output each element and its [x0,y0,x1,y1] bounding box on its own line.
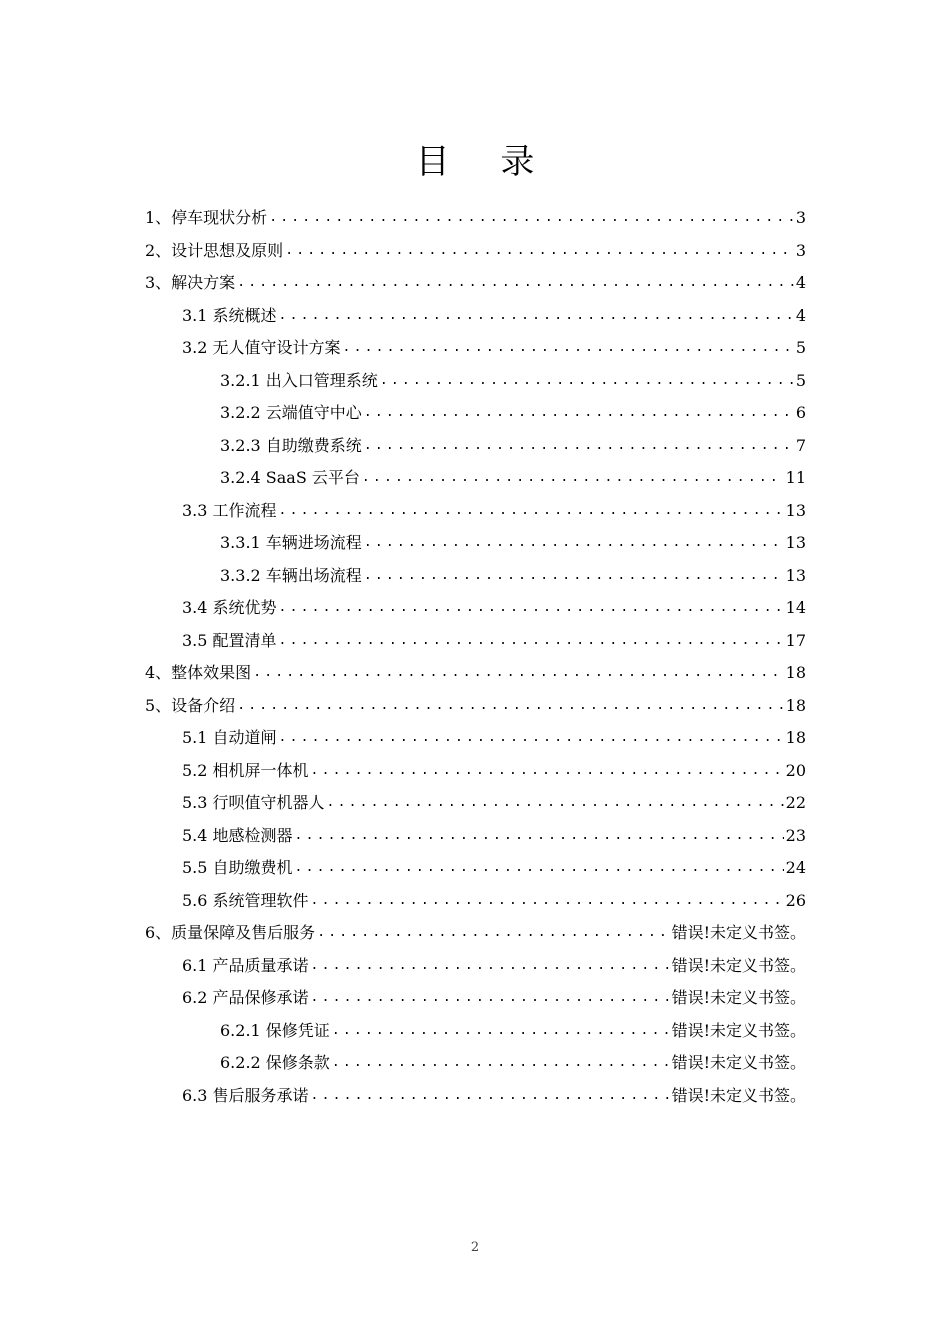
toc-entry[interactable] [0,1015,950,1048]
toc-entry[interactable] [0,885,950,918]
toc-entry-page: 错误!未定义书签。 [671,955,806,975]
toc-dot-leader [364,430,794,463]
toc-entry-label: 3.3 工作流程 [182,500,277,520]
toc-dot-leader [311,950,670,983]
toc-dot-leader [364,527,784,560]
toc-dot-leader [311,1080,670,1113]
toc-dot-leader [253,657,783,690]
toc-entry[interactable] [0,267,950,300]
toc-entry-label: 3.2.2 云端值守中心 [220,403,362,422]
toc-entry-page: 6 [795,403,806,422]
toc-entry[interactable] [0,950,950,983]
toc-entry-page: 错误!未定义书签。 [671,988,806,1007]
toc-entry-label: 2、设计思想及原则 [145,240,284,260]
toc-dot-leader [237,690,783,723]
toc-entry-label: 5、设备介绍 [145,695,236,715]
toc-entry-page: 24 [785,858,806,877]
toc-dot-leader [364,397,794,430]
toc-entry-page: 23 [785,825,806,845]
toc-dot-leader [279,722,784,755]
toc-dot-leader [237,267,794,300]
toc-entry[interactable] [0,365,950,398]
toc-dot-leader [332,1015,670,1048]
toc-dot-leader [380,365,794,398]
toc-entry-label: 3.2 无人值守设计方案 [182,338,341,357]
toc-entry[interactable] [0,1080,950,1113]
toc-entry[interactable] [0,625,950,658]
toc-entry[interactable] [0,690,950,723]
toc-entry[interactable] [0,332,950,365]
toc-dot-leader [285,235,794,268]
page-title: 目 录 [415,142,555,182]
toc-entry-page: 5 [795,338,806,357]
toc-entry-page: 18 [785,663,806,682]
toc-entry-page: 13 [785,500,806,520]
toc-entry-page: 14 [785,598,806,617]
toc-entry[interactable] [0,397,950,430]
toc-entry-page: 4 [795,273,806,292]
toc-entry-label: 6.2.1 保修凭证 [220,1020,330,1040]
toc-dot-leader [362,462,784,495]
toc-dot-leader [343,332,794,365]
toc-entry-page: 13 [785,565,806,585]
toc-entry-label: 3.3.1 车辆进场流程 [220,533,362,552]
toc-entry-label: 5.1 自动道闸 [182,728,277,747]
toc-entry-label: 5.5 自助缴费机 [182,858,293,877]
toc-entry[interactable] [0,560,950,593]
toc-entry[interactable] [0,462,950,495]
toc-dot-leader [327,787,784,820]
toc-entry[interactable] [0,982,950,1015]
toc-entry[interactable] [0,820,950,853]
toc-entry-label: 6.1 产品质量承诺 [182,955,309,975]
toc-entry[interactable] [0,917,950,950]
toc-dot-leader [311,885,784,918]
toc-entry-label: 6.2.2 保修条款 [220,1053,330,1072]
toc-entry-page: 3 [795,208,806,227]
toc-dot-leader [311,755,784,788]
toc-dot-leader [279,625,784,658]
toc-entry[interactable] [0,527,950,560]
page-number: 2 [470,1240,480,1255]
toc-entry-label: 5.2 相机屏一体机 [182,760,309,780]
toc-entry-page: 26 [785,890,806,910]
toc-entry-label: 3.2.4 SaaS 云平台 [220,468,360,487]
toc-dot-leader [279,592,784,625]
toc-entry-label: 3.1 系统概述 [182,305,277,325]
toc-entry-page: 错误!未定义书签。 [671,923,806,942]
toc-entry[interactable] [0,430,950,463]
table-of-contents [0,202,950,1112]
toc-entry-label: 5.6 系统管理软件 [182,890,309,910]
toc-entry[interactable] [0,592,950,625]
toc-entry-page: 18 [785,728,806,747]
toc-entry-label: 6.3 售后服务承诺 [182,1085,309,1105]
toc-entry[interactable] [0,722,950,755]
toc-entry-page: 18 [785,695,806,715]
toc-entry-label: 6.2 产品保修承诺 [182,988,309,1007]
toc-entry-label: 5.3 行呗值守机器人 [182,793,325,812]
toc-entry-label: 3.2.3 自助缴费系统 [220,435,362,455]
toc-entry-label: 4、整体效果图 [145,663,252,682]
toc-entry[interactable] [0,300,950,333]
toc-dot-leader [311,982,670,1015]
toc-entry-label: 5.4 地感检测器 [182,825,293,845]
toc-dot-leader [317,917,669,950]
toc-entry-page: 17 [785,630,806,650]
toc-entry-page: 3 [795,240,806,260]
toc-entry-page: 22 [785,793,806,812]
toc-entry-page: 5 [795,370,806,390]
toc-entry[interactable] [0,787,950,820]
toc-entry-label: 3、解决方案 [145,273,236,292]
toc-entry[interactable] [0,852,950,885]
toc-entry-label: 3.5 配置清单 [182,630,277,650]
toc-entry[interactable] [0,202,950,235]
toc-entry-page: 错误!未定义书签。 [671,1020,806,1040]
toc-entry[interactable] [0,235,950,268]
toc-entry-label: 3.2.1 出入口管理系统 [220,370,378,390]
toc-entry-page: 7 [795,435,806,455]
toc-entry-label: 6、质量保障及售后服务 [145,923,316,942]
toc-entry[interactable] [0,1047,950,1080]
toc-dot-leader [332,1047,670,1080]
toc-dot-leader [364,560,784,593]
toc-entry-page: 13 [785,533,806,552]
toc-dot-leader [279,300,794,333]
toc-dot-leader [295,820,784,853]
toc-entry-page: 错误!未定义书签。 [671,1085,806,1105]
toc-entry[interactable] [0,755,950,788]
toc-entry[interactable] [0,657,950,690]
toc-entry-label: 3.3.2 车辆出场流程 [220,565,362,585]
toc-entry-page: 20 [785,760,806,780]
toc-dot-leader [269,202,794,235]
toc-entry-page: 11 [785,468,806,487]
toc-entry-page: 错误!未定义书签。 [671,1053,806,1072]
toc-entry[interactable] [0,495,950,528]
toc-dot-leader [279,495,784,528]
toc-entry-label: 3.4 系统优势 [182,598,277,617]
toc-entry-label: 1、停车现状分析 [145,208,268,227]
toc-dot-leader [295,852,784,885]
toc-entry-page: 4 [795,305,806,325]
